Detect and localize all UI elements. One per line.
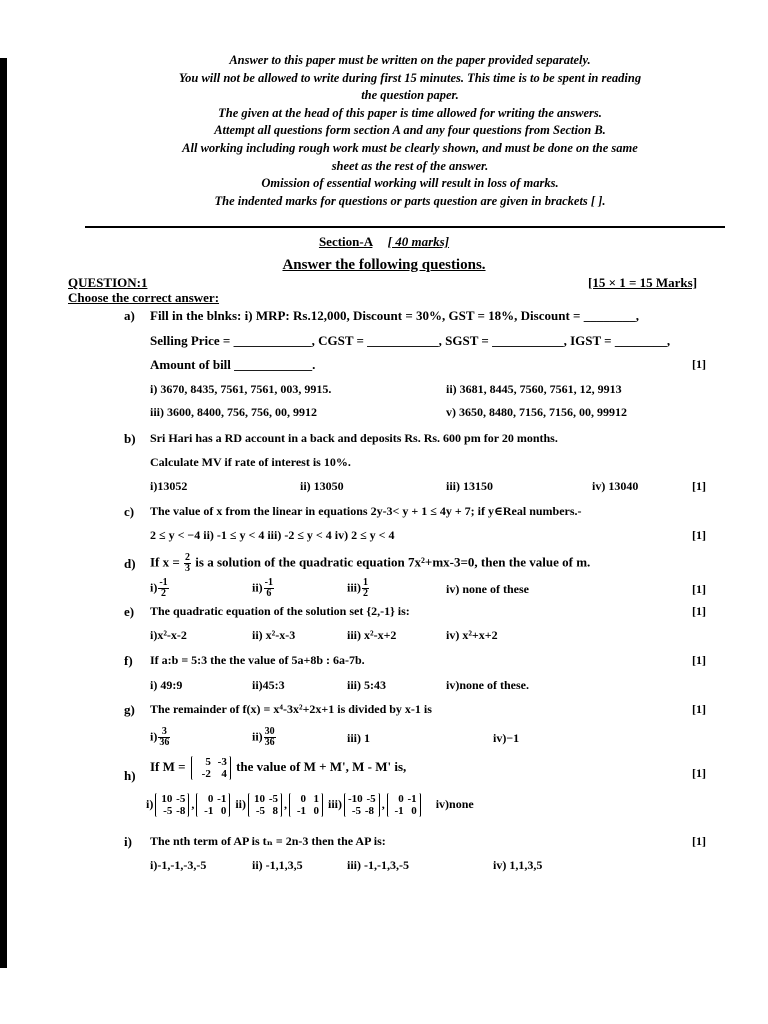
option-iv: iv)−1 (493, 731, 520, 745)
matrix-cell: -1 (296, 805, 307, 817)
option-prefix: i) (150, 580, 158, 595)
option-ii: ii) -1,1,3,5 (252, 858, 303, 872)
option-prefix: ii) (252, 729, 263, 744)
divider-rule (85, 226, 725, 228)
question-title: QUESTION:1 (68, 275, 148, 290)
option-iv: iv) none of these (446, 582, 529, 596)
item-marks: [1] (692, 653, 706, 667)
option-ii: ii) (235, 796, 247, 811)
item-marks: [1] (692, 766, 706, 780)
option-i: i) (146, 796, 154, 811)
instruction-line: sheet as the rest of the answer. (331, 158, 489, 173)
option-ii (252, 727, 277, 748)
item-h-text (150, 756, 406, 780)
item-d-pre: If x = (150, 554, 180, 570)
denominator: 6 (266, 588, 272, 599)
fraction (264, 578, 274, 599)
matrix-cell: 4 (221, 768, 227, 780)
matrix-cell: -5 (351, 805, 362, 817)
option-iii: iii) 1 (347, 731, 370, 745)
item-i-text: The nth term of AP is tₙ = 2n-3 then the AP is: (150, 834, 386, 848)
item-e-text: The quadratic equation of the solution set {2,-1} is: (150, 604, 410, 618)
numerator: 1 (363, 577, 368, 588)
matrix-cell: 0 (398, 793, 404, 805)
item-a-text: Amount of bill ____________. (150, 357, 316, 372)
matrix-cell: -1 (204, 805, 214, 817)
fraction (158, 727, 170, 748)
instruction-line: the question paper. (361, 88, 459, 103)
option-prefix: i) (150, 729, 158, 744)
matrix-cell: 0 (313, 805, 320, 817)
section-marks: [ 40 marks] (387, 234, 450, 249)
item-label: i) (124, 834, 132, 849)
matrix-cell: 0 (411, 805, 417, 817)
option-iii: iii) 13150 (446, 479, 493, 493)
item-b-text: Calculate MV if rate of interest is 10%. (150, 455, 351, 469)
matrix-cell: 5 (205, 756, 211, 768)
item-label: d) (124, 556, 136, 571)
matrix (155, 793, 189, 817)
instruction-line: Omission of essential working will result in loss of marks. (261, 176, 559, 191)
item-marks: [1] (692, 479, 706, 493)
matrix (387, 793, 421, 817)
matrix-cell: -1 (217, 793, 227, 805)
matrix-cell: 10 (254, 793, 266, 805)
option-iv: iv)none (435, 796, 474, 811)
matrix-cell: -5 (268, 793, 279, 805)
matrix (344, 793, 380, 817)
option-prefix: ii) (252, 580, 263, 595)
item-marks: [1] (692, 702, 706, 716)
item-marks: [1] (692, 834, 706, 848)
instruction-line: The indented marks for questions or parts question are given in brackets [ ]. (214, 193, 606, 208)
item-label: b) (124, 431, 136, 446)
denominator: 3 (185, 563, 191, 574)
instruction-line: Attempt all questions form section A and any four questions from Section B. (214, 123, 606, 138)
matrix-cell: -8 (364, 805, 375, 817)
numerator: -1 (264, 577, 274, 588)
option-iv: iv) 1,1,3,5 (493, 858, 543, 872)
option-ii: ii)45:3 (252, 678, 285, 692)
item-f-text: If a:b = 5:3 the the value of 5a+8b : 6a-7b. (150, 653, 365, 667)
instruction-line: You will not be allowed to write during first 15 minutes. This time is to be spent in reading (178, 70, 642, 85)
numerator: 2 (185, 552, 191, 563)
matrix-cell: 10 (161, 793, 173, 805)
item-label: c) (124, 504, 135, 519)
fraction (184, 553, 191, 574)
matrix-cell: -10 (348, 793, 363, 805)
option-i: i) 49:9 (150, 678, 183, 692)
item-marks: [1] (692, 604, 706, 618)
item-label: g) (124, 702, 135, 717)
matrix (248, 793, 282, 817)
option-ii: ii) 3681, 8445, 7560, 7561, 12, 9913 (446, 382, 622, 396)
matrix-cell: -5 (176, 793, 186, 805)
answer-heading: Answer the following questions. (282, 257, 486, 273)
matrix-cell: -5 (255, 805, 266, 817)
instruction-line: All working including rough work must be clearly shown, and must be done on the same (182, 140, 638, 155)
numerator: 30 (264, 726, 275, 737)
option-iv: iv)none of these. (446, 678, 529, 692)
option-prefix: iii) (347, 580, 361, 595)
matrix-cell: 0 (300, 793, 307, 805)
option-i (150, 727, 171, 748)
matrix-cell: -8 (176, 805, 186, 817)
matrix (196, 793, 230, 817)
item-a-text: Selling Price = ____________, CGST = ___________, SGST = ___________, IGST = ________, (150, 333, 671, 348)
item-marks: [1] (692, 582, 706, 596)
option-iv: v) 3650, 8480, 7156, 7156, 00, 99912 (446, 405, 627, 419)
matrix-cell: 0 (207, 793, 214, 805)
option-iii: iii) 3600, 8400, 756, 756, 00, 9912 (150, 405, 317, 419)
item-h-post: the value of M + M', M - M' is, (236, 758, 407, 774)
denominator: 36 (159, 737, 170, 748)
numerator: 3 (158, 727, 170, 738)
option-i: i)x²-x-2 (150, 628, 187, 642)
item-marks: [1] (692, 357, 706, 371)
option-ii: ii) 13050 (300, 479, 344, 493)
option-iii: iii) -1,-1,3,-5 (347, 858, 409, 872)
item-label: e) (124, 604, 135, 619)
option-iv: iv) x²+x+2 (446, 628, 498, 642)
numerator: -1 (159, 577, 168, 588)
instruction-line: Answer to this paper must be written on the paper provided separately. (229, 53, 591, 67)
item-h-options: i) 10 -5 -5 -8 , 0 -1 -1 0 ii) 10 -5 -5 8 , 0 1 -1 0 iii) -10 -5 -5 -8 , 0 -1 -1 0 iv)none (146, 793, 474, 817)
item-d-post: is a solution of the quadratic equation 7x²+mx-3=0, then the value of m. (195, 554, 591, 570)
denominator: 2 (161, 588, 167, 599)
item-marks: [1] (692, 528, 706, 542)
item-d-text (150, 553, 590, 574)
item-c-options: 2 ≤ y < −4 ii) -1 ≤ y < 4 iii) -2 ≤ y < 4 iv) 2 ≤ y < 4 (150, 528, 395, 542)
option-i: i) 3670, 8435, 7561, 7561, 003, 9915. (150, 382, 332, 396)
option-i (150, 578, 170, 599)
option-ii (252, 578, 275, 599)
matrix-cell: -1 (407, 793, 417, 805)
item-b-text: Sri Hari has a RD account in a back and deposits Rs. Rs. 600 pm for 20 months. (150, 431, 558, 445)
item-label: a) (124, 308, 135, 323)
section-title: Section-A (318, 234, 373, 249)
matrix-cell: -3 (217, 756, 227, 768)
option-iii: iii) (328, 796, 343, 811)
fraction (158, 578, 168, 599)
matrix-cell: 1 (313, 793, 320, 805)
fraction (264, 727, 276, 748)
item-h-pre: If M = (150, 758, 186, 774)
item-c-text: The value of x from the linear in equations 2y-3< y + 1 ≤ 4y + 7; if y∈Real numbers.- (150, 504, 582, 518)
matrix-cell: -5 (366, 793, 376, 805)
option-iii: iii) 5:43 (347, 678, 386, 692)
option-ii: ii) x²-x-3 (252, 628, 296, 642)
item-a-text: Fill in the blnks: i) MRP: Rs.12,000, Discount = 30%, GST = 18%, Discount = ________, (150, 308, 639, 323)
item-label: f) (124, 653, 133, 668)
item-label: h) (124, 768, 136, 783)
matrix-cell: 0 (220, 805, 227, 817)
exam-instructions (95, 52, 725, 210)
question-instruction: Choose the correct answer: (68, 290, 220, 305)
matrix (289, 793, 323, 817)
denominator: 2 (363, 588, 368, 599)
section-heading (0, 234, 768, 250)
question-marks: [15 × 1 = 15 Marks] (588, 275, 698, 290)
instruction-line: The given at the head of this paper is time allowed for writing the answers. (218, 105, 602, 120)
matrix-cell: -2 (201, 768, 211, 780)
option-iii (347, 578, 370, 599)
option-i: i)-1,-1,-3,-5 (150, 858, 207, 872)
fraction (362, 578, 369, 599)
denominator: 36 (264, 737, 275, 748)
matrix-cell: -1 (394, 805, 404, 817)
matrix-cell: 8 (272, 805, 279, 817)
option-iii: iii) x²-x+2 (347, 628, 397, 642)
matrix-cell: -5 (163, 805, 173, 817)
option-i: i)13052 (150, 479, 188, 493)
option-iv: iv) 13040 (592, 479, 639, 493)
item-g-text: The remainder of f(x) = x⁴-3x²+2x+1 is divided by x-1 is (150, 702, 432, 716)
matrix-m (191, 756, 231, 780)
scan-left-edge (0, 58, 7, 968)
